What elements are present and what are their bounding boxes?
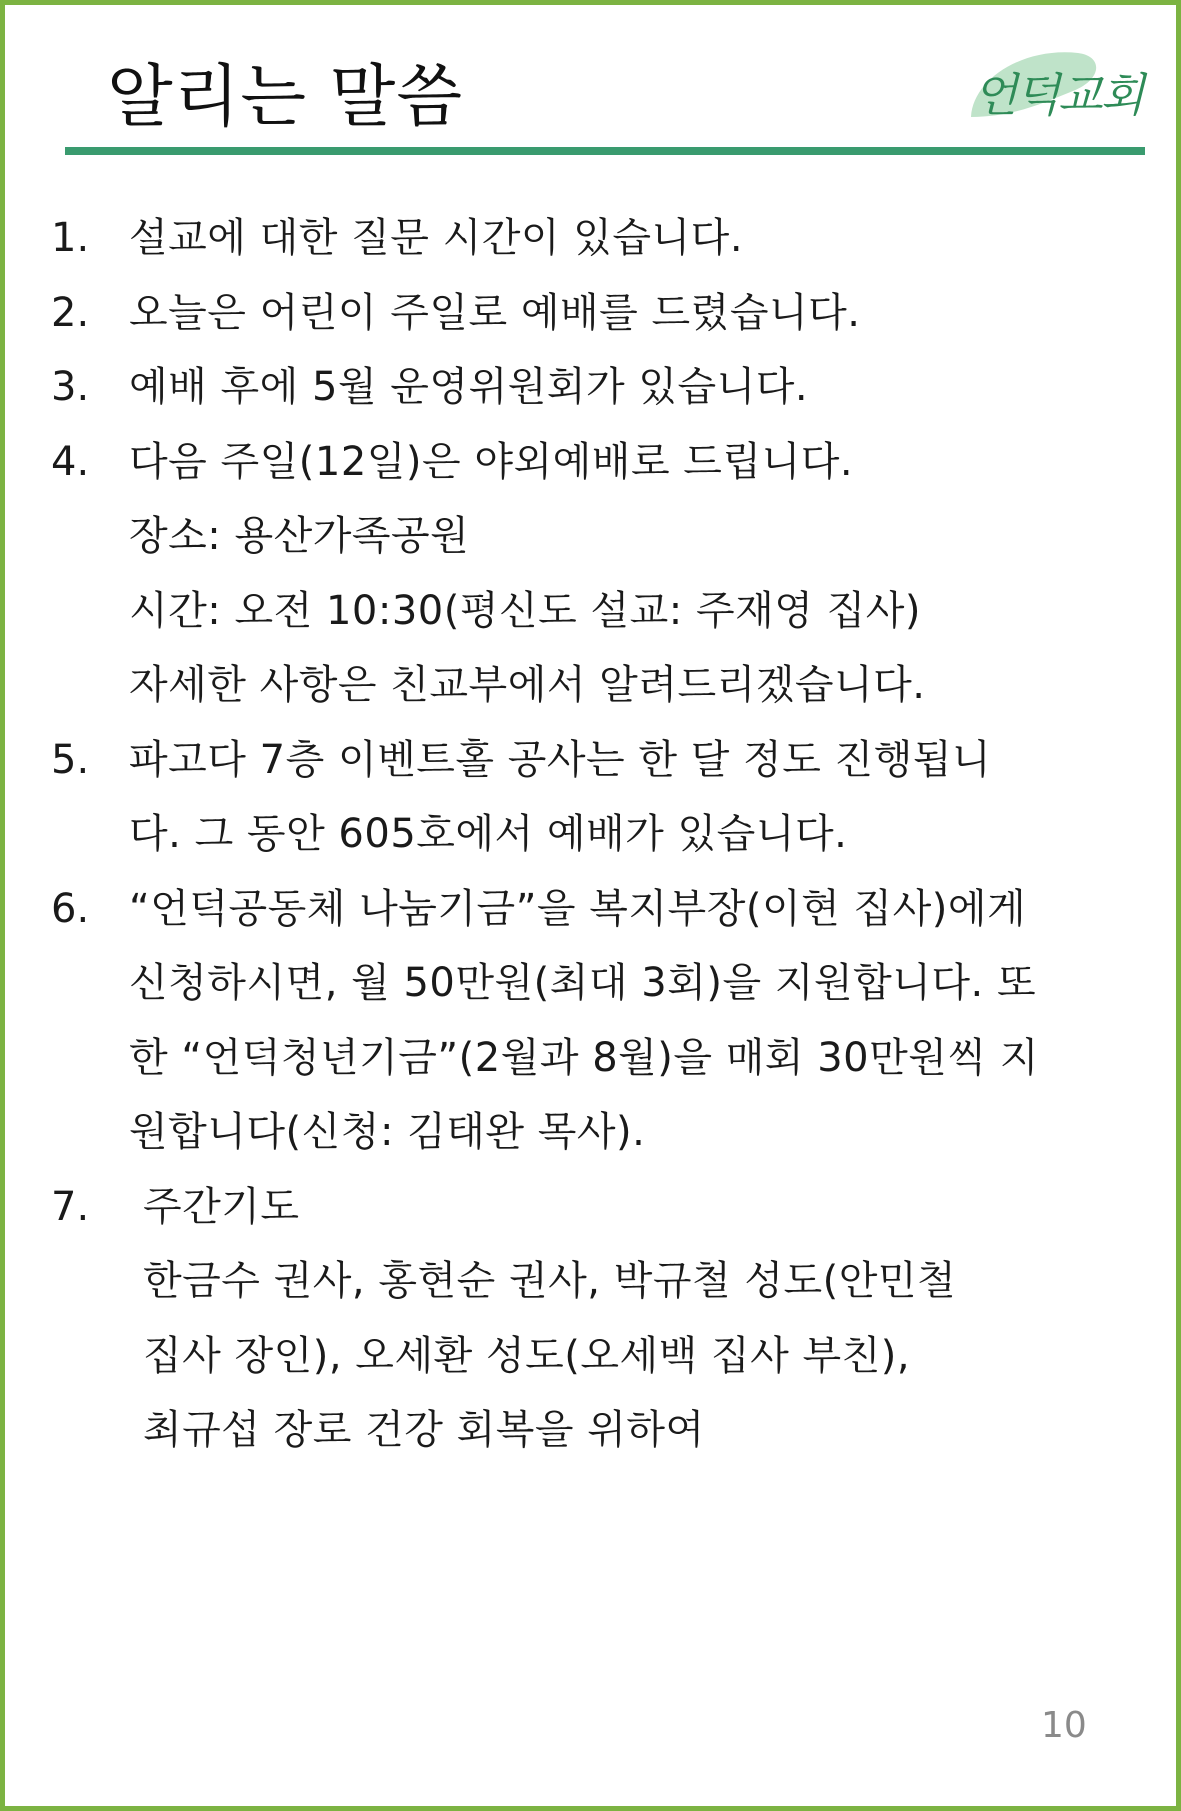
item-text: 시간: 오전 10:30(평신도 설교: 주재영 집사) bbox=[129, 587, 921, 634]
item-text: 최규섭 장로 건강 회복을 위하여 bbox=[143, 1407, 705, 1453]
list-item bbox=[5, 872, 1181, 1170]
item-text: 한 “언덕청년기금”(2월과 8월)을 매회 30만원씩 지 bbox=[129, 1034, 1039, 1081]
item-text: 집사 장인), 오세환 성도(오세백 집사 부친), bbox=[143, 1332, 911, 1379]
item-text: 원합니다(신청: 김태완 목사). bbox=[129, 1109, 646, 1155]
list-item bbox=[5, 350, 1181, 425]
item-number: 7. bbox=[51, 1183, 90, 1230]
item-text: 장소: 용산가족공원 bbox=[129, 513, 470, 559]
item-text: 설교에 대한 질문 시간이 있습니다. bbox=[129, 215, 744, 261]
item-number: 2. bbox=[51, 289, 90, 336]
title-divider bbox=[65, 147, 1145, 155]
page-number: 10 bbox=[1041, 1705, 1087, 1746]
logo-text: 언덕교회 bbox=[973, 68, 1143, 122]
item-text: 자세한 사항은 친교부에서 알려드리겠습니다. bbox=[129, 662, 926, 708]
item-text: 오늘은 어린이 주일로 예배를 드렸습니다. bbox=[129, 289, 861, 336]
list-item bbox=[5, 723, 1181, 872]
announcement-list bbox=[5, 201, 1181, 1468]
list-item bbox=[5, 276, 1181, 351]
item-text: 파고다 7층 이벤트홀 공사는 한 달 정도 진행됩니 bbox=[129, 736, 992, 783]
item-text: 주간기도 bbox=[143, 1183, 300, 1230]
item-text: 다. 그 동안 605호에서 예배가 있습니다. bbox=[129, 811, 848, 857]
item-number: 3. bbox=[51, 364, 90, 410]
item-number: 4. bbox=[51, 438, 90, 485]
item-text: “언덕공동체 나눔기금”을 복지부장(이현 집사)에게 bbox=[129, 885, 1027, 932]
item-text: 신청하시면, 월 50만원(최대 3회)을 지원합니다. 또 bbox=[129, 960, 1037, 1006]
item-number: 1. bbox=[51, 215, 90, 261]
item-number: 5. bbox=[51, 736, 90, 783]
item-number: 6. bbox=[51, 885, 90, 932]
list-item bbox=[5, 1170, 1181, 1468]
item-text: 다음 주일(12일)은 야외예배로 드립니다. bbox=[129, 438, 854, 485]
page-title: 알리는 말씀 bbox=[107, 58, 464, 137]
list-item bbox=[5, 425, 1181, 723]
list-item bbox=[5, 201, 1181, 276]
item-text: 예배 후에 5월 운영위원회가 있습니다. bbox=[129, 364, 809, 410]
item-text: 한금수 권사, 홍현순 권사, 박규철 성도(안민철 bbox=[143, 1258, 957, 1304]
church-logo bbox=[953, 39, 1153, 139]
